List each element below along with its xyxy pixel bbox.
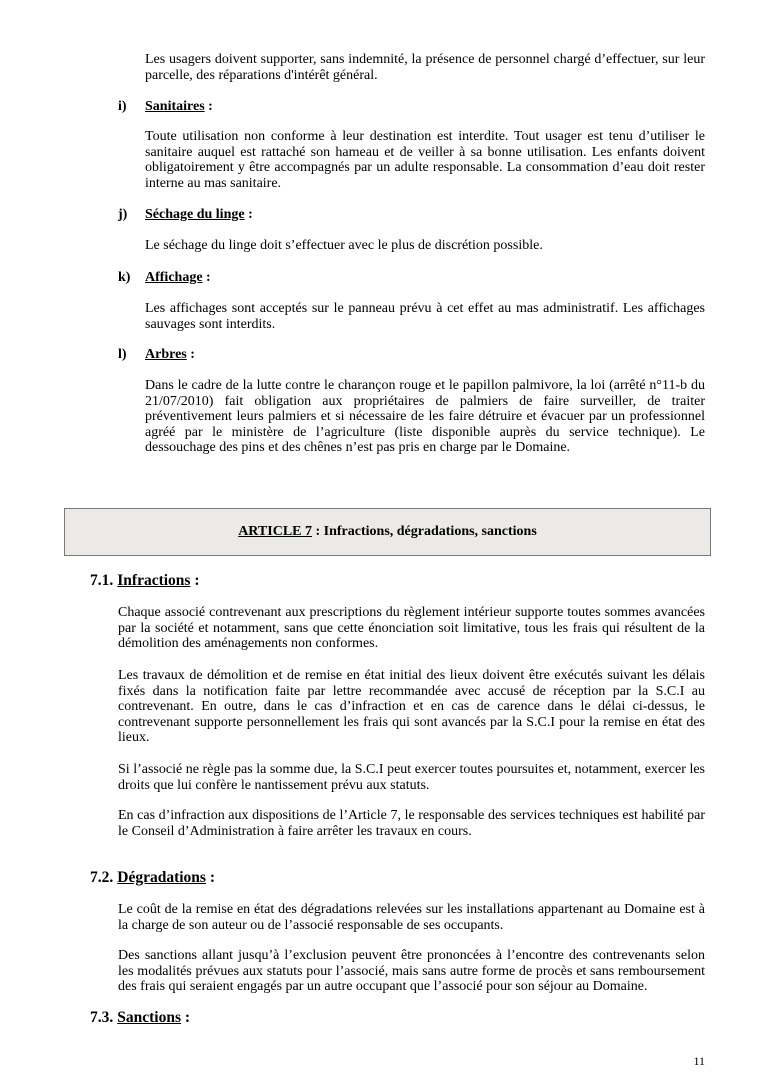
paragraph-text: Les affichages sont acceptés sur le panneau prévu à cet effet au mas administratif. Les affichages sauvages sont interdits. — [145, 301, 705, 332]
degradations-paragraph-1 — [118, 902, 705, 933]
section-title: Infractions — [117, 572, 191, 589]
section-heading-7-1 — [90, 572, 200, 590]
paragraph-text: Si l’associé ne règle pas la somme due, la S.C.I peut exercer toutes poursuites et, notamment, exercer les droits que lui confère le nantissement prévu aux statuts. — [118, 762, 705, 793]
section-number: 7.2. — [90, 869, 114, 886]
infractions-paragraph-1 — [118, 605, 705, 652]
heading-sanitaires — [118, 99, 213, 115]
section-suffix: : — [190, 572, 200, 589]
sechage-paragraph — [145, 238, 705, 254]
section-title: Dégradations — [117, 869, 206, 886]
paragraph-text: Dans le cadre de la lutte contre le charançon rouge et le papillon palmivore, la loi (arrêté n°11-b du 21/07/2010) fait obligation aux propriétaires de palmiers de faire surveiller, de traiter préventivement leurs palmiers et si nécessaire de les faire détruire et évacuer par un professionnel agréé par le ministère de l’agriculture (liste disponible auprès du service technique). Le dessouchage des pins et des chênes n’est pas pris en charge par le Domaine. — [145, 378, 705, 455]
section-number: 7.3. — [90, 1009, 114, 1026]
heading-letter: k) — [118, 270, 131, 285]
article-title: : Infractions, dégradations, sanctions — [312, 524, 537, 539]
paragraph-text: Le coût de la remise en état des dégradations relevées sur les installations appartenant au Domaine est à la charge de son auteur ou de l’associé responsable de ses occupants. — [118, 902, 705, 933]
intro-text: Les usagers doivent supporter, sans indemnité, la présence de personnel chargé d’effectuer, sur leur parcelle, des réparations d'intérêt général. — [145, 52, 705, 83]
heading-title: Arbres — [145, 347, 187, 362]
heading-suffix: : — [202, 270, 211, 285]
section-suffix: : — [181, 1009, 191, 1026]
paragraph-text: Chaque associé contrevenant aux prescriptions du règlement intérieur supporte toutes sommes avancées par la société et notamment, sans que cette énonciation soit limitative, tous les frais qui résultent de la démolition des aménagements non conformes. — [118, 605, 705, 651]
article-heading — [238, 524, 537, 540]
section-heading-7-3 — [90, 1009, 190, 1027]
heading-sechage-du-linge — [118, 207, 253, 223]
infractions-paragraph-4 — [118, 808, 705, 839]
page-number: 11 — [693, 1054, 705, 1068]
arbres-paragraph — [145, 378, 705, 456]
article-label: ARTICLE 7 — [238, 524, 312, 539]
paragraph-text: En cas d’infraction aux dispositions de l’Article 7, le responsable des services techniques est habilité par le Conseil d’Administration à faire arrêter les travaux en cours. — [118, 808, 705, 839]
paragraph-text: Le séchage du linge doit s’effectuer avec le plus de discrétion possible. — [145, 238, 543, 253]
degradations-paragraph-2 — [118, 948, 705, 995]
heading-title: Séchage du linge — [145, 207, 245, 222]
heading-suffix: : — [204, 99, 213, 114]
paragraph-text: Toute utilisation non conforme à leur destination est interdite. Tout usager est tenu d’utiliser le sanitaire auquel est rattaché son hameau et de veiller à sa bonne utilisation. Les enfants doivent obligatoirement y être accompagnés par un adulte responsable. La consommation d’eau doit rester interne au mas sanitaire. — [145, 129, 705, 191]
heading-letter: j) — [118, 207, 128, 222]
section-suffix: : — [205, 869, 215, 886]
intro-paragraph — [145, 52, 705, 83]
heading-affichage — [118, 270, 211, 286]
heading-suffix: : — [244, 207, 253, 222]
heading-title: Affichage — [145, 270, 203, 285]
section-heading-7-2 — [90, 869, 215, 887]
heading-letter: l) — [118, 347, 127, 362]
infractions-paragraph-2 — [118, 668, 705, 746]
heading-arbres — [118, 347, 195, 363]
heading-suffix: : — [186, 347, 195, 362]
heading-letter: i) — [118, 99, 127, 114]
infractions-paragraph-3 — [118, 762, 705, 793]
section-number: 7.1. — [90, 572, 114, 589]
section-title: Sanctions — [117, 1009, 181, 1026]
paragraph-text: Des sanctions allant jusqu’à l’exclusion peuvent être prononcées à l’encontre des contrevenants selon les modalités prévues aux statuts pour l’associé, mais sans autre forme de procès et sans remboursement des frais qui seraient engagés par un autre occupant que l’associé pour son séjour au Domaine. — [118, 948, 705, 994]
affichage-paragraph — [145, 301, 705, 332]
paragraph-text: Les travaux de démolition et de remise en état initial des lieux doivent être exécutés suivant les délais fixés dans la notification faite par lettre recommandée avec accusé de réception par la S.C.I au contrevenant. En outre, dans le cas d’infraction et en cas de carence dans le délai ci-dessus, le contrevenant supporte personnellement les frais qui sont avancés par la S.C.I pour la remise en état des lieux. — [118, 668, 705, 745]
article-heading-box — [64, 508, 711, 556]
heading-title: Sanitaires — [145, 99, 205, 114]
sanitaires-paragraph — [145, 129, 705, 191]
